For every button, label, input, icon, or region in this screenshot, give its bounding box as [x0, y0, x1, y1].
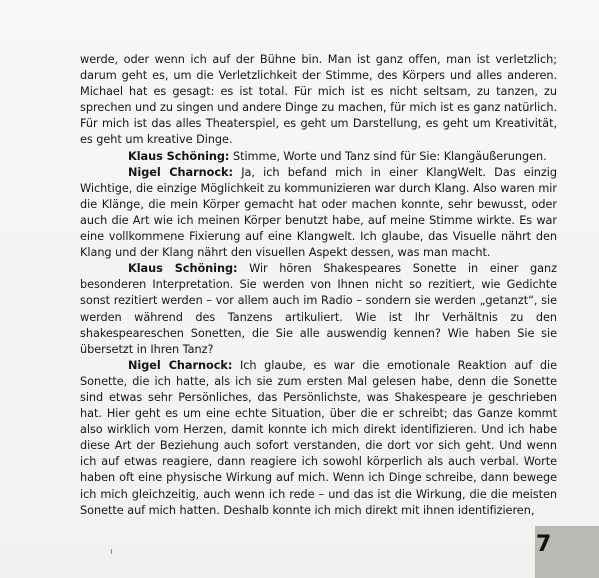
paragraph-text: Ja, ich befand mich in einer KlangWelt. Das einzig Wichtige, die einzige Möglichkeit zu kommunizieren war durch Klang. Also waren mir die Klänge, die mein Körper gemacht hat oder machen konnte, sehr bewusst, oder auch die Art wie ich meinen Körper benutzt habe, auf meine Stimme wirkte. Es war eine vollkommene Fixierung auf eine Klangwelt. Ich glaube, das Visuelle nährt den Klang und der Klang nährt den visuellen Aspekt dessen, was man macht. [80, 165, 557, 260]
paragraph-1 [80, 52, 557, 149]
paragraph-4 [80, 261, 557, 358]
body-text [80, 52, 557, 519]
page-number: 7 [536, 532, 552, 557]
paragraph-5 [80, 358, 557, 519]
speaker-name: Nigel Charnock: [128, 165, 233, 179]
speaker-name: Nigel Charnock: [128, 358, 233, 372]
paragraph-3 [80, 165, 557, 262]
paragraph-2 [80, 149, 557, 165]
paragraph-text: Wir hören Shakespeares Sonette in einer ganz besonderen Interpretation. Sie werden von Ihnen nicht so rezitiert, wie Gedichte sonst rezitiert werden – vor allem auch im Radio – sondern sie werden „getanzt“, sie werden während des Tanzens artikuliert. Wie ist Ihr Verhältnis zu den shakespeareschen Sonetten, die Sie alle auswendig kennen? Wie haben Sie sie übersetzt in Ihren Tanz? [80, 262, 557, 356]
speaker-name: Klaus Schöning: [128, 262, 238, 276]
paragraph-text: Stimme, Worte und Tanz sind für Sie: Klangäußerungen. [229, 149, 547, 163]
speaker-name: Klaus Schöning: [128, 149, 230, 163]
stray-mark [111, 549, 112, 554]
paragraph-text: Ich glaube, es war die emotionale Reaktion auf die Sonette, die ich hatte, als ich sie zum ersten Mal gelesen habe, denn die Sonette sind etwas sehr Persönliches, das Persönlichste, was Shakespeare je geschrieben hat. Hier geht es um eine echte Situation, über die er schreibt; das Ganze kommt also wirklich vom Herzen, damit konnte ich mich direkt identifizieren. Und ich habe diese Art der Beziehung auch sofort verstanden, die dort vor sich geht. Und wenn ich auf etwas reagiere, dann reagiere ich sowohl körperlich als auch verbal. Worte haben oft eine physische Wirkung auf mich. Wenn ich Dinge schreibe, dann bewege ich mich gleichzeitig, auch wenn ich rede – und das ist die Wirkung, die die meisten Sonette auf mich hatten. Deshalb konnte ich mich direkt mit ihnen identifizieren, [80, 358, 557, 517]
paragraph-text: werde, oder wenn ich auf der Bühne bin. Man ist ganz offen, man ist verletzlich; darum geht es, um die Verletzlichkeit der Stimme, des Körpers und alles anderen. Michael hat es gesagt: es ist total. Für mich ist es nicht seltsam, zu tanzen, zu sprechen und zu singen und andere Dinge zu machen, für mich ist es ganz natürlich. Für mich ist das alles Theaterspiel, es geht um Darstellung, es geht um Kreativität, es geht um kreative Dinge. [80, 53, 557, 147]
